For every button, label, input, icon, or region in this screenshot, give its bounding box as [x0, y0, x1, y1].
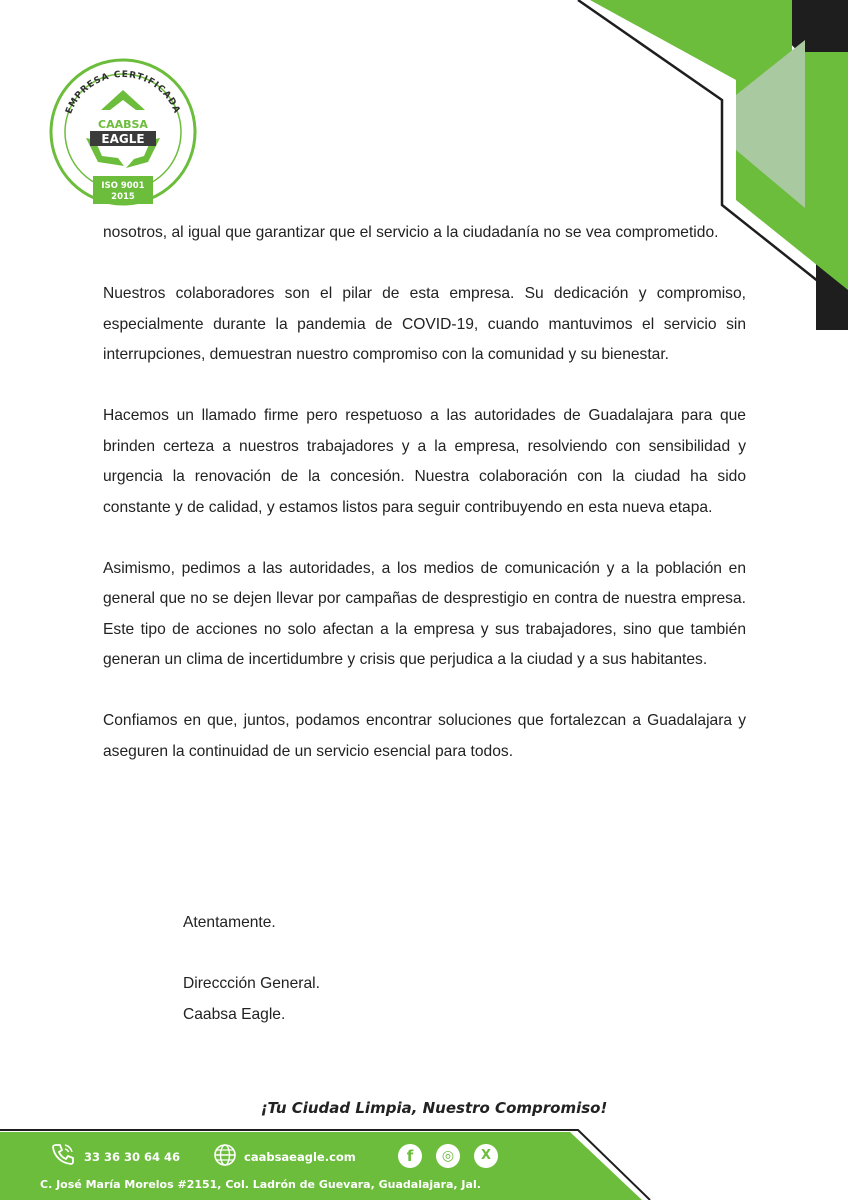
- paragraph-1: nosotros, al igual que garantizar que el servicio a la ciudadanía no se vea comprometido.: [103, 224, 719, 241]
- logo-brand-top: CAABSA: [98, 118, 148, 131]
- footer-website[interactable]: caabsaeagle.com: [244, 1150, 356, 1164]
- paragraph-4: Asimismo, pedimos a las autoridades, a los medios de comunicación y a la población en general que no se dejen llevar por campañas de desprestigio en contra de nuestra empresa. Este tipo de acciones no solo afectan a la empresa y sus trabajadores, sino que también generan un clima de incertidumbre y crisis que perjudica a la ciudad y a sus habitantes.: [103, 559, 746, 668]
- logo-brand-bottom: EAGLE: [101, 132, 145, 146]
- facebook-icon[interactable]: f: [398, 1144, 422, 1168]
- paragraph-3: Hacemos un llamado firme pero respetuoso a las autoridades de Guadalajara para que brinden certeza a nuestros trabajadores y a la empresa, resolviendo con sensibilidad y urgencia la renovación de la concesión. Nuestra colaboración con la ciudad ha sido constante y de calidad, y estamos listos para seguir contribuyendo en esta nueva etapa.: [103, 407, 746, 516]
- signature-company: Caabsa Eagle.: [183, 1005, 286, 1023]
- letter-closing: [183, 908, 320, 1030]
- company-logo: [46, 58, 200, 210]
- phone-icon: [50, 1142, 76, 1166]
- slogan: ¡Tu Ciudad Limpia, Nuestro Compromiso!: [260, 1099, 608, 1117]
- logo-ring-text: EMPRESA CERTIFICADA: [64, 69, 182, 116]
- footer-address: C. José María Morelos #2151, Col. Ladrón de Guevara, Guadalajara, Jal.: [40, 1178, 481, 1191]
- globe-icon: [212, 1142, 238, 1168]
- paragraph-2: Nuestros colaboradores son el pilar de esta empresa. Su dedicación y compromiso, especialmente durante la pandemia de COVID-19, cuando mantuvimos el servicio sin interrupciones, demuestran nuestro compromiso con la comunidad y su bienestar.: [103, 285, 746, 363]
- closing-salutation: Atentamente.: [183, 914, 276, 931]
- letter-body: [103, 218, 746, 798]
- logo-iso-line2: 2015: [111, 192, 135, 202]
- footer-phone[interactable]: 33 36 30 64 46: [84, 1150, 181, 1164]
- paragraph-5: Confiamos en que, juntos, podamos encontrar soluciones que fortalezcan a Guadalajara y aseguren la continuidad de un servicio esencial para todos.: [103, 712, 746, 760]
- x-icon[interactable]: X: [474, 1144, 498, 1168]
- instagram-icon[interactable]: ◎: [436, 1144, 460, 1168]
- signature-department: Direccción General.: [183, 975, 320, 992]
- closing-spacer: [183, 939, 320, 970]
- footer: [0, 1128, 848, 1200]
- logo-iso-line1: ISO 9001: [101, 181, 145, 191]
